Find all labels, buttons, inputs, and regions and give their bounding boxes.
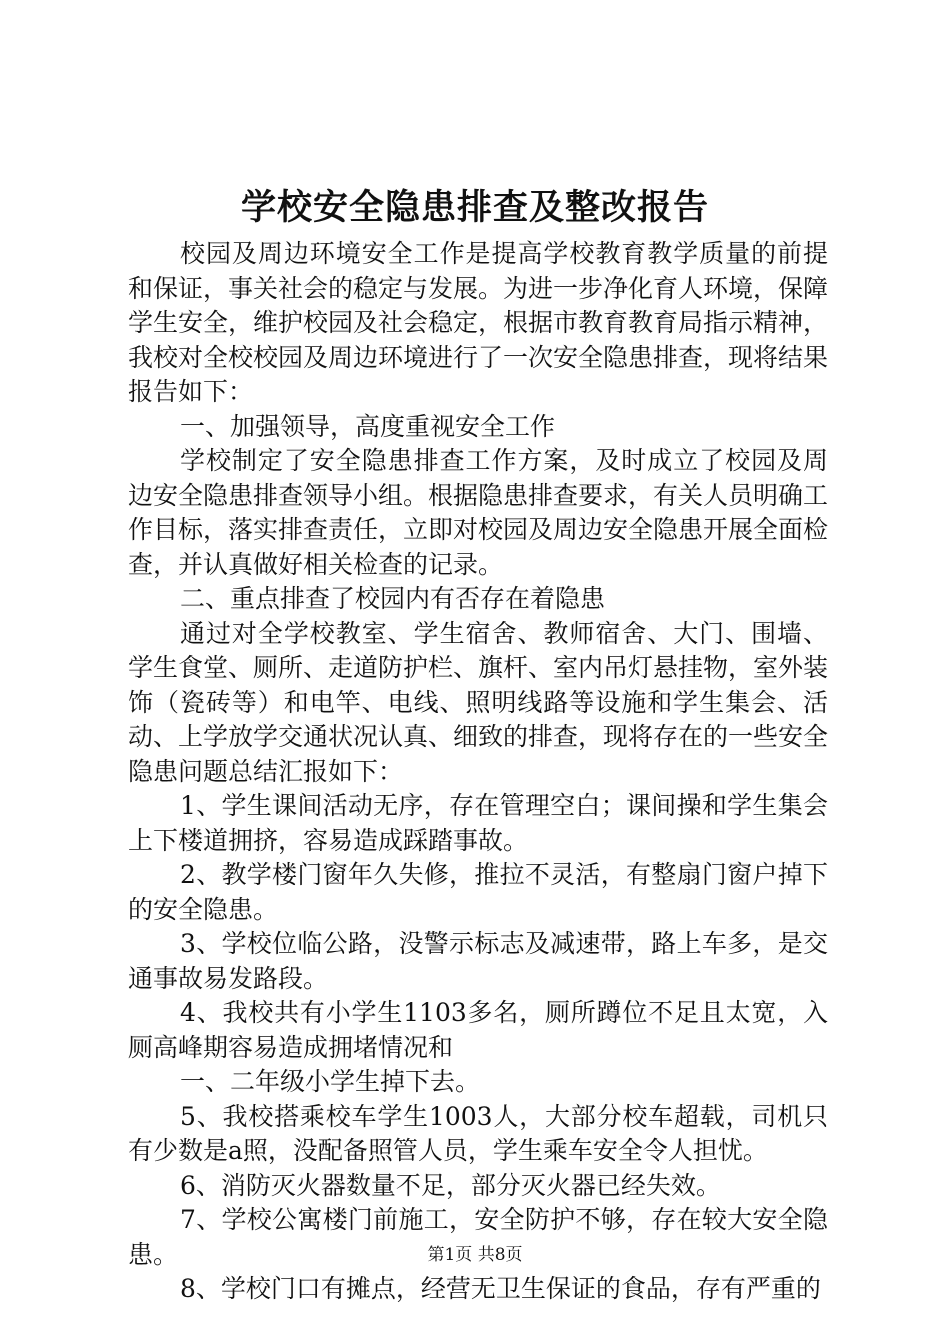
section-heading-1: 一、加强领导，高度重视安全工作 — [180, 411, 556, 441]
list-item-4-continued: 一、二年级小学生掉下去。 — [180, 1067, 481, 1096]
list-item-5: 5、我校搭乘校车学生1003人，大部分校车超载，司机只有少数是a照，没配备照管人员，学生乘车安全令人担忧。 — [128, 1101, 828, 1165]
list-item-6: 6、消防灭火器数量不足，部分灭火器已经失效。 — [180, 1170, 721, 1200]
list-item-2: 2、教学楼门窗年久失修，推拉不灵活，有整扇门窗户掉下的安全隐患。 — [128, 860, 828, 924]
list-item-7: 7、学校公寓楼门前施工，安全防护不够，存在较大安全隐患。 — [128, 1205, 828, 1269]
page-title: 学校安全隐患排查及整改报告 — [240, 187, 709, 228]
paragraph-intro: 校园及周边环境安全工作是提高学校教育教学质量的前提和保证，事关社会的稳定与发展。为进一步净化育人环境，保障学生安全，维护校园及社会稳定，根据市教育教育局指示精神，我校对全校校园及周边环境进行了一次安全隐患排查，现将结果报告如下： — [128, 239, 829, 406]
paragraph-section-2: 通过对全学校教室、学生宿舍、教师宿舍、大门、围墙、学生食堂、厕所、走道防护栏、旗杆、室内吊灯悬挂物，室外装饰（瓷砖等）和电竿、电线、照明线路等设施和学生集会、活动、上学放学交通状况认真、细致的排查，现将存在的一些安全隐患问题总结汇报如下： — [128, 618, 829, 786]
list-item-4: 4、我校共有小学生1103多名，厕所蹲位不足且太宽，入厕高峰期容易造成拥堵情况和 — [128, 998, 828, 1062]
list-item-8: 8、学校门口有摊点，经营无卫生保证的食品，存有严重的 — [180, 1274, 821, 1303]
list-item-3: 3、学校位临公路，没警示标志及减速带，路上车多，是交通事故易发路段。 — [128, 929, 828, 993]
paragraph-section-1: 学校制定了安全隐患排查工作方案，及时成立了校园及周边安全隐患排查领导小组。根据隐患排查要求，有关人员明确工作目标，落实排查责任，立即对校园及周边安全隐患开展全面检查，并认真做好相关检查的记录。 — [128, 446, 829, 579]
document-body — [128, 237, 828, 1307]
section-heading-2: 二、重点排查了校园内有否存在着隐患 — [180, 584, 606, 613]
page-number-footer: 第1页 共8页 — [427, 1245, 523, 1265]
list-item-1: 1、学生课间活动无序，存在管理空白；课间操和学生集会上下楼道拥挤，容易造成踩踏事故。 — [128, 791, 828, 855]
